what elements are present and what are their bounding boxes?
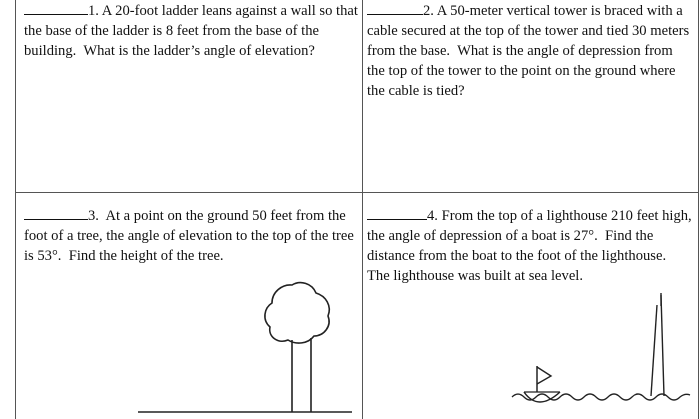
problem-text: A 20-foot ladder leans against a wall so that the base of the ladder is 8 feet from the base of the building. What is the ladder’s angle of elevation? [24, 3, 362, 59]
problem-text: At a point on the ground 50 feet from the foot of a tree, the angle of elevation to the top of the tree is 53°. Find the height of the tree. [24, 208, 358, 264]
problem-number: 4. [427, 208, 438, 224]
lighthouse-left-side [651, 305, 657, 396]
problem-text: From the top of a lighthouse 210 feet high, the angle of depression of a boat is 27°. Find the distance from the boat to the foot of the lighthouse. The lighthouse was built at sea level. [367, 208, 696, 284]
problem-number: 3. [88, 208, 99, 224]
problem-text: A 50-meter vertical tower is braced with a cable secured at the top of the tower and tied 30 meters from the base. What is the angle of depression from the top of the tower to the point on the ground where the cable is tied? [367, 3, 693, 99]
problem-number: 2. [423, 3, 434, 19]
lighthouse-right-side [661, 295, 664, 396]
problem-number: 1. [88, 3, 99, 19]
boat-flag [537, 367, 551, 384]
